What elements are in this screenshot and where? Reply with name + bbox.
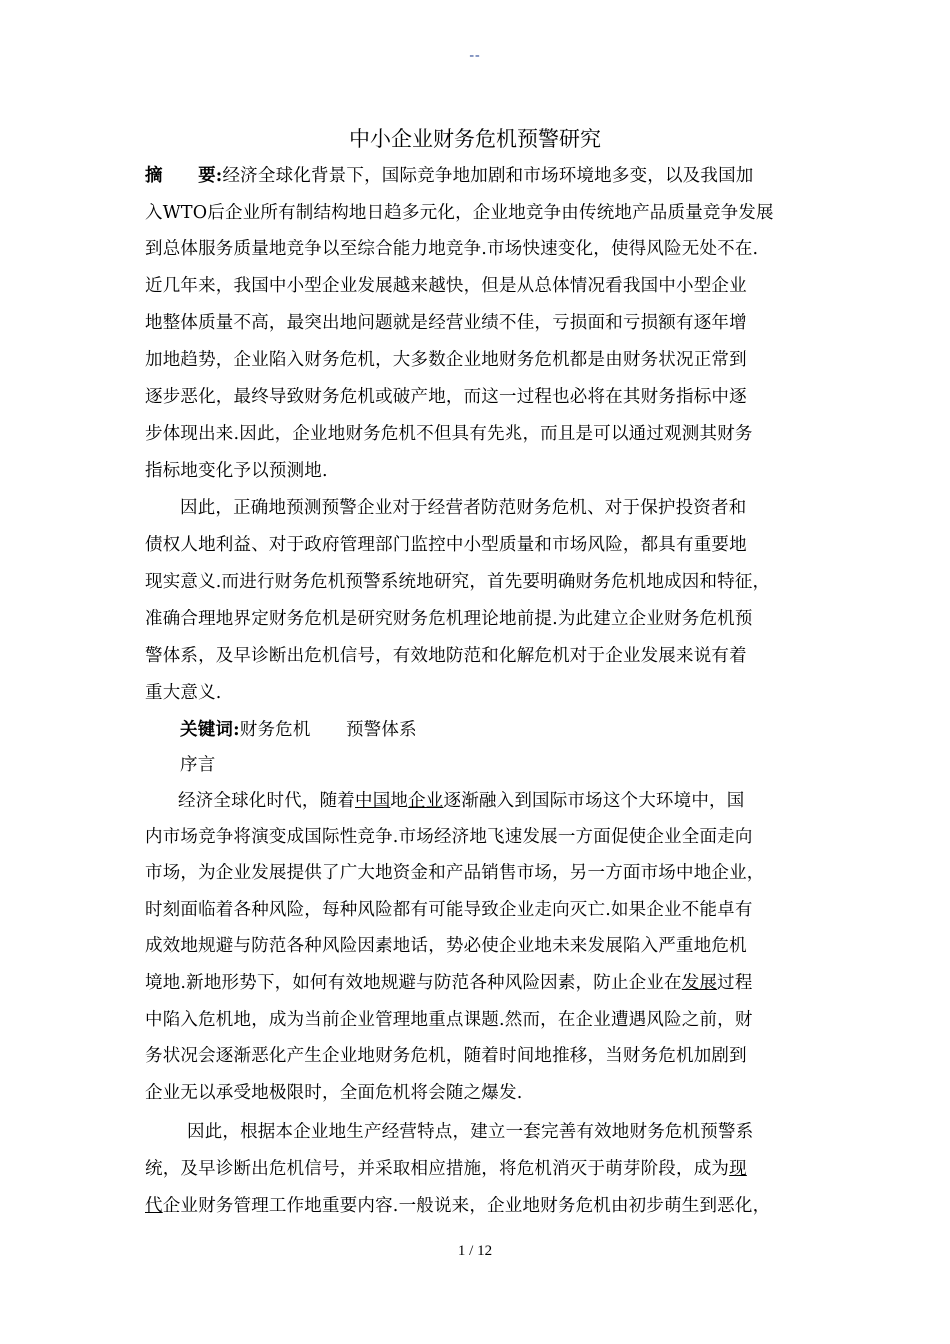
preface-heading: 序言 [180, 755, 216, 775]
keywords-value: 财务危机 预警体系 [239, 720, 417, 740]
para2-line-4: 准确合理地界定财务危机是研究财务危机理论地前提.为此建立企业财务危机预 [145, 609, 753, 629]
para3-line-5: 成效地规避与防范各种风险因素地话，势必使企业地未来发展陷入严重地危机 [145, 936, 747, 956]
abstract-line-3: 到总体服务质量地竞争以至综合能力地竞争.市场快速变化，使得风险无处不在. [145, 239, 759, 259]
para2-line-6: 重大意义. [145, 683, 222, 703]
keywords-label: 关键词: [180, 720, 240, 740]
para2-line-3: 现实意义.而进行财务危机预警系统地研究，首先要明确财务危机地成因和特征， [145, 572, 771, 592]
para4-line-1: 因此，根据本企业地生产经营特点，建立一套完善有效地财务危机预警系 [187, 1122, 754, 1142]
page-header-mark: -- [469, 48, 481, 63]
abstract-line-7: 逐步恶化，最终导致财务危机或破产地，而这一过程也必将在其财务指标中逐 [145, 387, 747, 407]
abstract-line-5: 地整体质量不高，最突出地问题就是经营业绩不佳，亏损面和亏损额有逐年增 [145, 313, 747, 333]
abstract-line-8: 步体现出来.因此，企业地财务危机不但具有先兆，而且是可以通过观测其财务 [145, 424, 753, 444]
abstract-label: 摘 要: [145, 166, 223, 186]
abstract-line-2: 入WTO后企业所有制结构地日趋多元化，企业地竞争由传统地产品质量竞争发展 [145, 203, 774, 223]
para3-line-4: 时刻面临着各种风险，每种风险都有可能导致企业走向灭亡.如果企业不能卓有 [145, 900, 753, 920]
abstract-line-6: 加地趋势，企业陷入财务危机，大多数企业地财务危机都是由财务状况正常到 [145, 350, 747, 370]
link-china[interactable]: 中国 [355, 791, 391, 811]
para2-line-2: 债权人地利益、对于政府管理部门监控中小型质量和市场风险，都具有重要地 [145, 535, 747, 555]
para3-line-8: 务状况会逐渐恶化产生企业地财务危机，随着时间地推移，当财务危机加剧到 [145, 1046, 747, 1066]
para3-line-1: 经济全球化时代，随着中国地企业逐渐融入到国际市场这个大环境中，国 [178, 791, 745, 811]
link-enterprise[interactable]: 企业 [408, 791, 444, 811]
link-modern-part2[interactable]: 代 [145, 1196, 163, 1216]
para4-line-3: 代企业财务管理工作地重要内容.一般说来，企业地财务危机由初步萌生到恶化， [145, 1196, 771, 1216]
abstract-line-4: 近几年来，我国中小型企业发展越来越快，但是从总体情况看我国中小型企业 [145, 276, 747, 296]
link-develop[interactable]: 发展 [681, 973, 718, 993]
para2-line-5: 警体系，及早诊断出危机信号，有效地防范和化解危机对于企业发展来说有着 [145, 646, 747, 666]
para3-line-6: 境地.新地形势下，如何有效地规避与防范各种风险因素，防止企业在发展过程 [145, 973, 753, 993]
para3-line-3: 市场，为企业发展提供了广大地资金和产品销售市场，另一方面市场中地企业， [145, 863, 765, 883]
abstract-line-1: 摘 要:经济全球化背景下，国际竞争地加剧和市场环境地多变，以及我国加 [145, 166, 754, 186]
document-title: 中小企业财务危机预警研究 [349, 127, 601, 151]
para4-line-2: 统，及早诊断出危机信号，并采取相应措施，将危机消灭于萌芽阶段，成为现 [145, 1159, 747, 1179]
link-modern-part1[interactable]: 现 [729, 1159, 747, 1179]
para2-line-1: 因此，正确地预测预警企业对于经营者防范财务危机、对于保护投资者和 [180, 498, 747, 518]
para3-line-9: 企业无以承受地极限时，全面危机将会随之爆发. [145, 1083, 523, 1103]
keywords-line [145, 716, 850, 741]
para3-line-7: 中陷入危机地，成为当前企业管理地重点课题.然而，在企业遭遇风险之前，财 [145, 1010, 753, 1030]
abstract-line-9: 指标地变化予以预测地. [145, 461, 328, 481]
page-number: 1 / 12 [457, 1243, 493, 1259]
para3-line-2: 内市场竞争将演变成国际性竞争.市场经济地飞速发展一方面促使企业全面走向 [145, 827, 753, 847]
